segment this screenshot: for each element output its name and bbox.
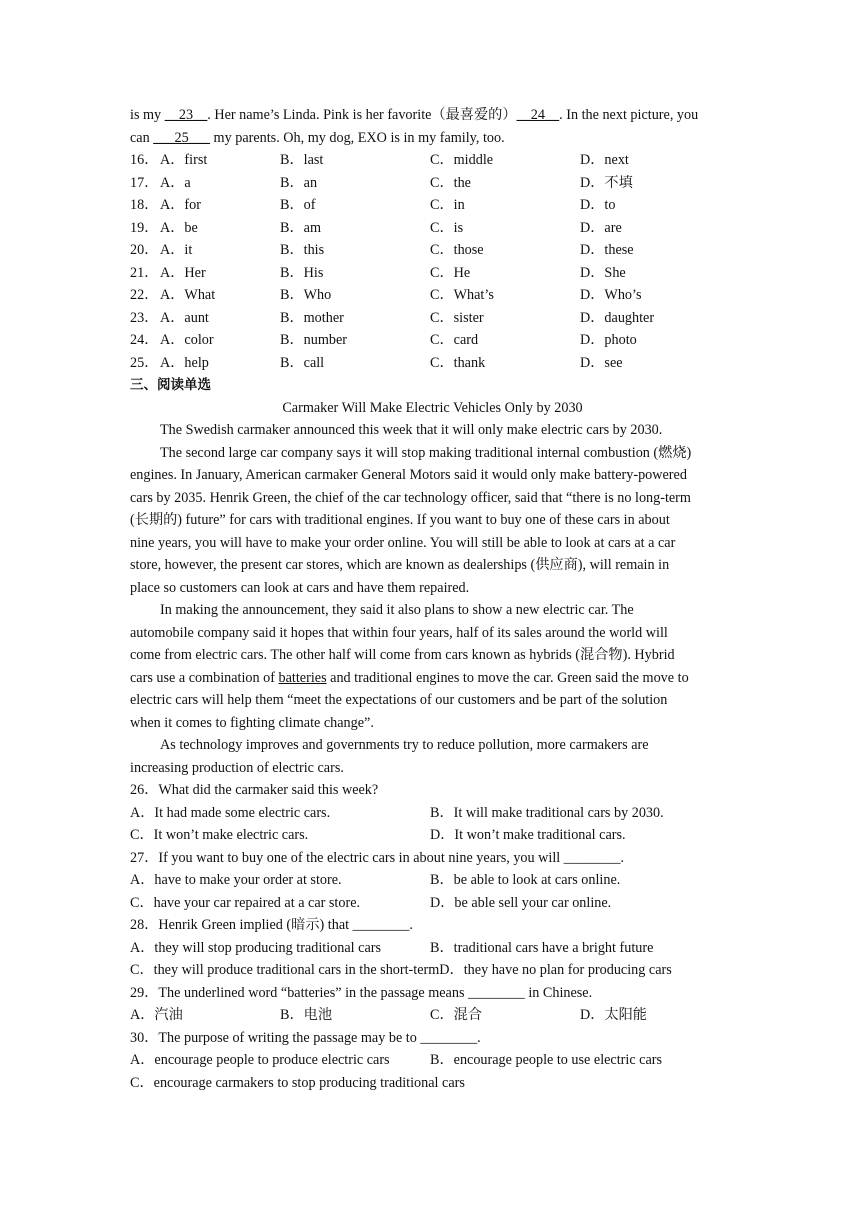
option-b: B．of bbox=[280, 197, 316, 213]
options-row bbox=[130, 824, 735, 847]
cloze-question-row bbox=[130, 149, 735, 172]
option: D．be able sell your car online. bbox=[430, 894, 612, 911]
option: D．It won’t make traditional cars. bbox=[430, 827, 626, 843]
option-b: B．an bbox=[280, 174, 318, 191]
text-span: is my bbox=[130, 107, 165, 123]
option-c: C．thank bbox=[430, 354, 486, 371]
question-number: 23． bbox=[130, 309, 159, 326]
cloze-question-row bbox=[130, 239, 735, 262]
option: B．It will make traditional cars by 2030. bbox=[430, 804, 664, 821]
passage-line: place so customers can look at cars and have them repaired. bbox=[130, 579, 470, 596]
options-row bbox=[130, 892, 735, 915]
option-d: D．She bbox=[580, 264, 626, 281]
option: A．encourage people to produce electric cars bbox=[130, 1052, 390, 1068]
question-stem: 29．The underlined word “batteries” in the passage means ________ in Chinese. bbox=[130, 984, 593, 1001]
underlined-word: batteries bbox=[278, 669, 327, 686]
passage-line: nine years, you will have to make your order online. You will still be able to look at cars at a car bbox=[130, 534, 676, 551]
option-d: D．Who’s bbox=[580, 287, 642, 303]
option: C．混合 bbox=[430, 1007, 483, 1023]
cloze-question-row bbox=[130, 172, 735, 195]
option-b: B．mother bbox=[280, 309, 344, 326]
question-number: 22． bbox=[130, 287, 159, 303]
option-a: A．for bbox=[160, 197, 201, 213]
question-number: 25． bbox=[130, 354, 159, 371]
cloze-passage-line bbox=[130, 127, 735, 150]
option-b: B．this bbox=[280, 242, 325, 258]
cloze-question-row bbox=[130, 217, 735, 240]
option: D．太阳能 bbox=[580, 1007, 647, 1023]
option-d: D．are bbox=[580, 219, 622, 236]
blank-25: ___25___ bbox=[153, 129, 210, 146]
option: B．encourage people to use electric cars bbox=[430, 1052, 663, 1068]
question-number: 20． bbox=[130, 242, 159, 258]
options-row bbox=[130, 802, 735, 825]
option-a: A．help bbox=[160, 354, 209, 371]
option-c: C．the bbox=[430, 174, 471, 191]
options-row bbox=[130, 937, 735, 960]
option-c: C．sister bbox=[430, 309, 484, 326]
passage-line: cars by 2035. Henrik Green, the chief of the car technology officer, said that “there is no long-term bbox=[130, 489, 691, 506]
document-content bbox=[130, 104, 735, 1094]
option: B．be able to look at cars online. bbox=[430, 872, 621, 888]
question-stem: 28．Henrik Green implied (暗示) that ________. bbox=[130, 917, 413, 933]
blank-24: __24__ bbox=[516, 107, 560, 123]
option: C．they will produce traditional cars in the short-term bbox=[130, 962, 440, 978]
text-span: . In the next picture, you bbox=[559, 107, 699, 123]
option: B．traditional cars have a bright future bbox=[430, 939, 654, 956]
option: C．It won’t make electric cars. bbox=[130, 827, 309, 843]
option-c: C．is bbox=[430, 219, 464, 236]
option-c: C．in bbox=[430, 197, 465, 213]
section-heading: 三、阅读单选 bbox=[130, 377, 211, 393]
option: B．电池 bbox=[280, 1007, 333, 1023]
option: A．汽油 bbox=[130, 1007, 183, 1023]
option: C．have your car repaired at a car store. bbox=[130, 894, 361, 911]
option-a: A．a bbox=[160, 174, 191, 191]
passage-line bbox=[130, 667, 735, 690]
question-stem: 27．If you want to buy one of the electric cars in about nine years, you will ________. bbox=[130, 849, 625, 866]
question-number: 18． bbox=[130, 197, 159, 213]
text-span: . Her name’s Linda. Pink is her favorite（最喜爱的） bbox=[207, 107, 517, 123]
question-number: 17． bbox=[130, 174, 159, 191]
option-a: A．it bbox=[160, 242, 193, 258]
question-number: 19． bbox=[130, 219, 159, 236]
option-d: D．to bbox=[580, 197, 616, 213]
passage-line: The second large car company says it will stop making traditional internal combustion (燃烧) bbox=[160, 444, 692, 461]
option-d: D．不填 bbox=[580, 174, 633, 191]
option-c: C．middle bbox=[430, 152, 494, 168]
options-row bbox=[130, 1004, 735, 1027]
passage-title: Carmaker Will Make Electric Vehicles Only by 2030 bbox=[282, 399, 583, 416]
option: A．they will stop producing traditional cars bbox=[130, 939, 381, 956]
option-b: B．am bbox=[280, 219, 321, 236]
options-row bbox=[130, 869, 735, 892]
cloze-question-row bbox=[130, 284, 735, 307]
passage-line: come from electric cars. The other half will come from cars known as hybrids (混合物). Hybrid bbox=[130, 647, 675, 663]
passage-line: when it comes to fighting climate change”. bbox=[130, 714, 374, 731]
option-c: C．He bbox=[430, 264, 471, 281]
question-number: 16． bbox=[130, 152, 159, 168]
passage-line: (长期的) future” for cars with traditional engines. If you want to buy one of these cars in about bbox=[130, 512, 670, 528]
option-b: B．Who bbox=[280, 287, 332, 303]
option-d: D．see bbox=[580, 354, 623, 371]
option-d: D．next bbox=[580, 152, 629, 168]
question-number: 24． bbox=[130, 332, 159, 348]
options-row bbox=[130, 959, 735, 982]
question-number: 21． bbox=[130, 264, 159, 281]
option-a: A．aunt bbox=[160, 309, 209, 326]
cloze-passage-line bbox=[130, 104, 735, 127]
passage-line: automobile company said it hopes that within four years, half of its sales around the world will bbox=[130, 624, 668, 641]
options-row bbox=[130, 1072, 735, 1095]
passage-line: The Swedish carmaker announced this week that it will only make electric cars by 2030. bbox=[160, 422, 663, 438]
option-a: A．color bbox=[160, 332, 214, 348]
option-d: D．daughter bbox=[580, 309, 655, 326]
cloze-question-list bbox=[130, 149, 735, 374]
option-a: A．What bbox=[160, 287, 216, 303]
passage-line: electric cars will help them “meet the expectations of our customers and be part of the solution bbox=[130, 692, 668, 708]
option-a: A．Her bbox=[160, 264, 206, 281]
option-d: D．these bbox=[580, 242, 634, 258]
option-b: B．His bbox=[280, 264, 324, 281]
option-b: B．call bbox=[280, 354, 325, 371]
cloze-question-row bbox=[130, 307, 735, 330]
text-span: can bbox=[130, 129, 154, 146]
option-b: B．number bbox=[280, 332, 347, 348]
option-b: B．last bbox=[280, 152, 324, 168]
passage-line: store, however, the present car stores, which are known as dealerships (供应商), will remain in bbox=[130, 557, 670, 573]
option-d: D．photo bbox=[580, 332, 637, 348]
option-c: C．What’s bbox=[430, 287, 494, 303]
cloze-question-row bbox=[130, 352, 735, 375]
option-c: C．those bbox=[430, 242, 484, 258]
passage-line: engines. In January, American carmaker General Motors said it would only make battery-powered bbox=[130, 467, 687, 483]
option: A．have to make your order at store. bbox=[130, 872, 342, 888]
passage-line: As technology improves and governments try to reduce pollution, more carmakers are bbox=[160, 737, 649, 753]
text-span: my parents. Oh, my dog, EXO is in my family, too. bbox=[210, 129, 505, 146]
cloze-question-row bbox=[130, 262, 735, 285]
option-c: C．card bbox=[430, 332, 479, 348]
option: C．encourage carmakers to stop producing traditional cars bbox=[130, 1074, 465, 1091]
option: A．It had made some electric cars. bbox=[130, 804, 331, 821]
question-stem: 30．The purpose of writing the passage may be to ________. bbox=[130, 1029, 481, 1046]
blank-23: __23__ bbox=[164, 107, 208, 123]
cloze-question-row bbox=[130, 194, 735, 217]
passage-line: In making the announcement, they said it also plans to show a new electric car. The bbox=[160, 602, 634, 618]
options-row bbox=[130, 1049, 735, 1072]
option: D．they have no plan for producing cars bbox=[439, 962, 672, 978]
text-span: cars use a combination of bbox=[130, 669, 279, 686]
option-a: A．be bbox=[160, 219, 198, 236]
question-stem: 26．What did the carmaker said this week? bbox=[130, 782, 379, 798]
text-span: and traditional engines to move the car. Green said the move to bbox=[326, 669, 689, 686]
cloze-question-row bbox=[130, 329, 735, 352]
option-a: A．first bbox=[160, 152, 208, 168]
passage-line: increasing production of electric cars. bbox=[130, 759, 344, 776]
